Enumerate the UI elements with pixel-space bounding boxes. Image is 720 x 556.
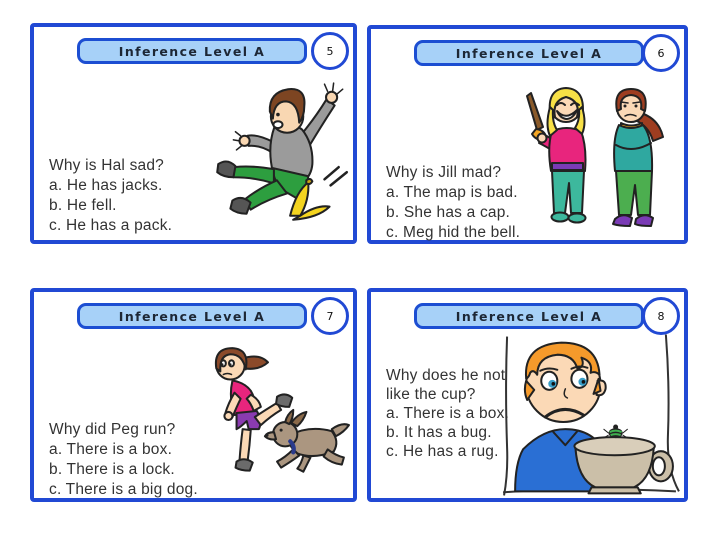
boy-slipping bbox=[217, 83, 343, 214]
girls-talking-illustration bbox=[518, 79, 675, 241]
question-block bbox=[49, 420, 198, 500]
mad-girl bbox=[613, 89, 663, 226]
answer-option-b: b. It has a bug. bbox=[386, 424, 492, 441]
answer-option-b: b. He fell. bbox=[49, 197, 117, 214]
answer-option-a: a. The map is bad. bbox=[386, 184, 518, 201]
girl-running-from-dog-illustration bbox=[192, 336, 354, 498]
running-girl bbox=[216, 348, 292, 471]
question-block bbox=[49, 156, 172, 236]
girl-with-paintbrush bbox=[527, 88, 586, 223]
task-card-6 bbox=[367, 25, 688, 244]
card-number: 8 bbox=[657, 309, 665, 323]
question-text: Why does he not like the cup? bbox=[386, 367, 506, 403]
task-card-8 bbox=[367, 288, 688, 502]
card-title: Inference Level A bbox=[455, 308, 603, 324]
dog bbox=[265, 410, 349, 472]
answer-option-a: a. He has jacks. bbox=[49, 177, 163, 194]
card-number: 5 bbox=[326, 44, 334, 58]
motion-lines bbox=[325, 167, 347, 185]
question-text: Why did Peg run? bbox=[49, 421, 176, 438]
card-title: Inference Level A bbox=[455, 45, 603, 61]
card-header bbox=[414, 40, 644, 66]
card-title: Inference Level A bbox=[118, 43, 266, 59]
boy-slipping-on-banana-peel-illustration bbox=[206, 71, 358, 238]
answer-option-c: c. He has a pack. bbox=[49, 217, 173, 234]
answer-option-b: b. She has a cap. bbox=[386, 204, 511, 221]
card-number-badge bbox=[642, 34, 680, 72]
question-text: Why is Jill mad? bbox=[386, 164, 502, 181]
sad-boy-with-cup-illustration bbox=[493, 328, 689, 502]
card-title: Inference Level A bbox=[118, 308, 266, 324]
answer-option-c: c. Meg hid the bell. bbox=[386, 224, 521, 241]
card-header bbox=[77, 303, 307, 329]
task-card-5 bbox=[30, 23, 357, 244]
answer-option-a: a. There is a box. bbox=[386, 405, 510, 422]
answer-option-c: c. There is a big dog. bbox=[49, 481, 198, 498]
answer-option-b: b. There is a lock. bbox=[49, 461, 175, 478]
card-number: 6 bbox=[657, 46, 665, 60]
card-number-badge bbox=[311, 297, 349, 335]
card-number-badge bbox=[311, 32, 349, 70]
question-text: Why is Hal sad? bbox=[49, 157, 164, 174]
card-header bbox=[77, 38, 307, 64]
bug bbox=[604, 425, 628, 439]
answer-option-a: a. There is a box. bbox=[49, 441, 173, 458]
question-block bbox=[386, 163, 520, 243]
task-card-7 bbox=[30, 288, 357, 502]
answer-option-c: c. He has a rug. bbox=[386, 443, 499, 460]
card-header bbox=[414, 303, 644, 329]
card-number: 7 bbox=[326, 309, 334, 323]
